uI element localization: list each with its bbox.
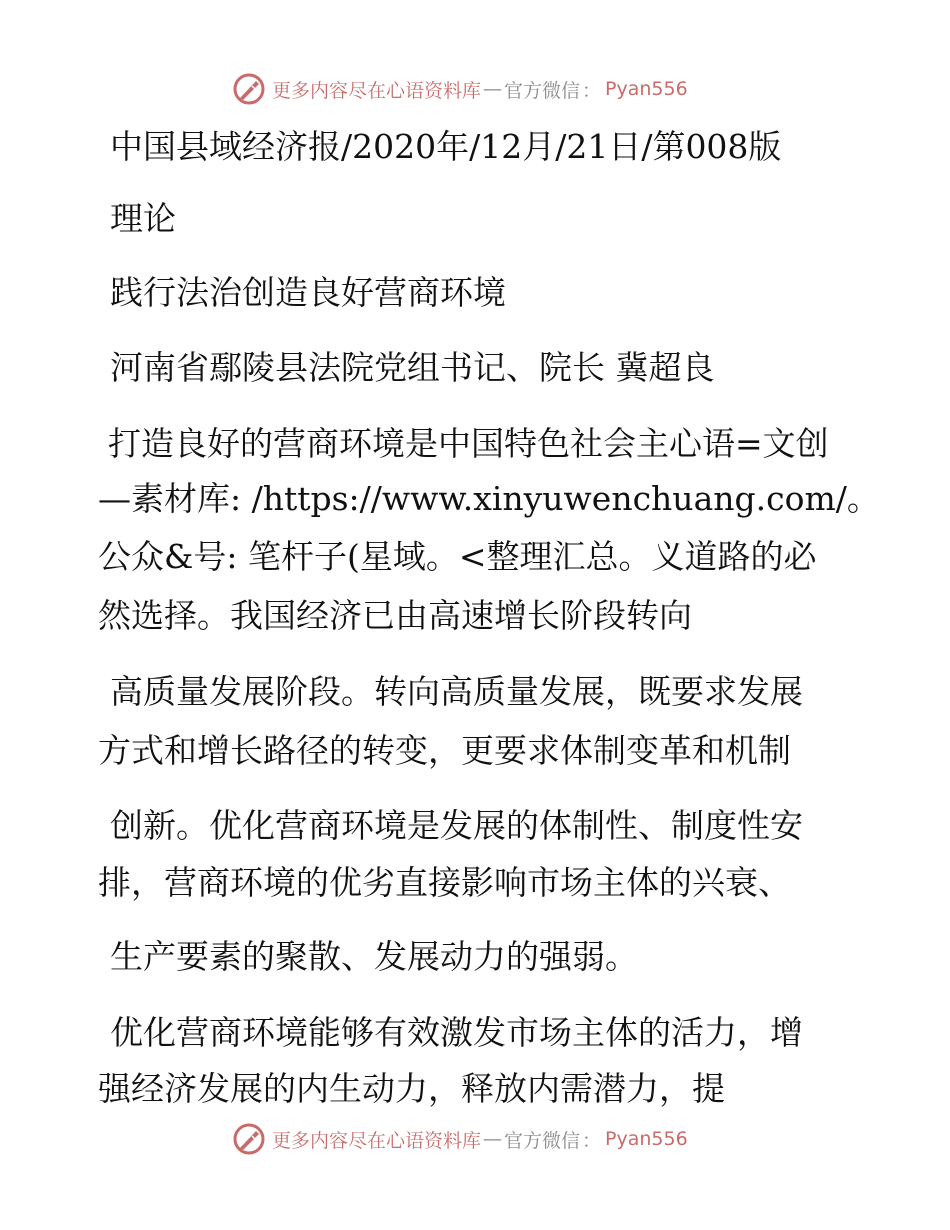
watermark-colon: ： — [582, 79, 602, 102]
paragraph-4-line-1: 生产要素的聚散、发展动力的强弱。 — [110, 937, 638, 976]
watermark-main-text: 更多内容尽在心语资料库 — [272, 1129, 482, 1152]
paragraph-1-line-2: —素材库: /https://www.xinyuwenchuang.com/。 — [98, 479, 880, 518]
watermark-main-text: 更多内容尽在心语资料库 — [272, 79, 482, 102]
watermark-official-label: 官方微信 — [504, 1129, 581, 1152]
paragraph-2-line-2: 方式和增长路径的转变，更要求体制变革和机制 — [98, 731, 791, 770]
section-label: 理论 — [110, 199, 176, 238]
quill-logo-icon — [232, 1122, 266, 1156]
paragraph-2-line-1: 高质量发展阶段。转向高质量发展，既要求发展 — [110, 672, 803, 711]
watermark-dash: — — [483, 1128, 503, 1150]
dateline: 中国县域经济报/2020年/12月/21日/第008版 — [110, 127, 782, 166]
header-watermark — [232, 72, 752, 106]
watermark-official-label: 官方微信 — [504, 79, 581, 102]
watermark-dash: — — [483, 78, 503, 100]
quill-logo-icon — [232, 72, 266, 106]
paragraph-5-line-2: 强经济发展的内生动力，释放内需潜力，提 — [98, 1069, 725, 1108]
author-line: 河南省鄢陵县法院党组书记、院长 冀超良 — [110, 348, 715, 387]
paragraph-1-line-3: 公众&号: 笔杆子(星域。<整理汇总。义道路的必 — [98, 537, 817, 576]
article-title: 践行法治创造良好营商环境 — [110, 273, 506, 312]
footer-watermark — [232, 1122, 752, 1156]
paragraph-3-line-1: 创新。优化营商环境是发展的体制性、制度性安 — [110, 806, 803, 845]
paragraph-1-line-4: 然选择。我国经济已由高速增长阶段转向 — [98, 596, 692, 635]
watermark-account: Pyan556 — [605, 1128, 688, 1150]
paragraph-3-line-2: 排，营商环境的优劣直接影响市场主体的兴衰、 — [98, 863, 791, 902]
watermark-colon: ： — [582, 1129, 602, 1152]
paragraph-1-line-1: 打造良好的营商环境是中国特色社会主心语=文创 — [108, 424, 829, 463]
watermark-account: Pyan556 — [605, 78, 688, 100]
paragraph-5-line-1: 优化营商环境能够有效激发市场主体的活力，增 — [110, 1013, 803, 1052]
